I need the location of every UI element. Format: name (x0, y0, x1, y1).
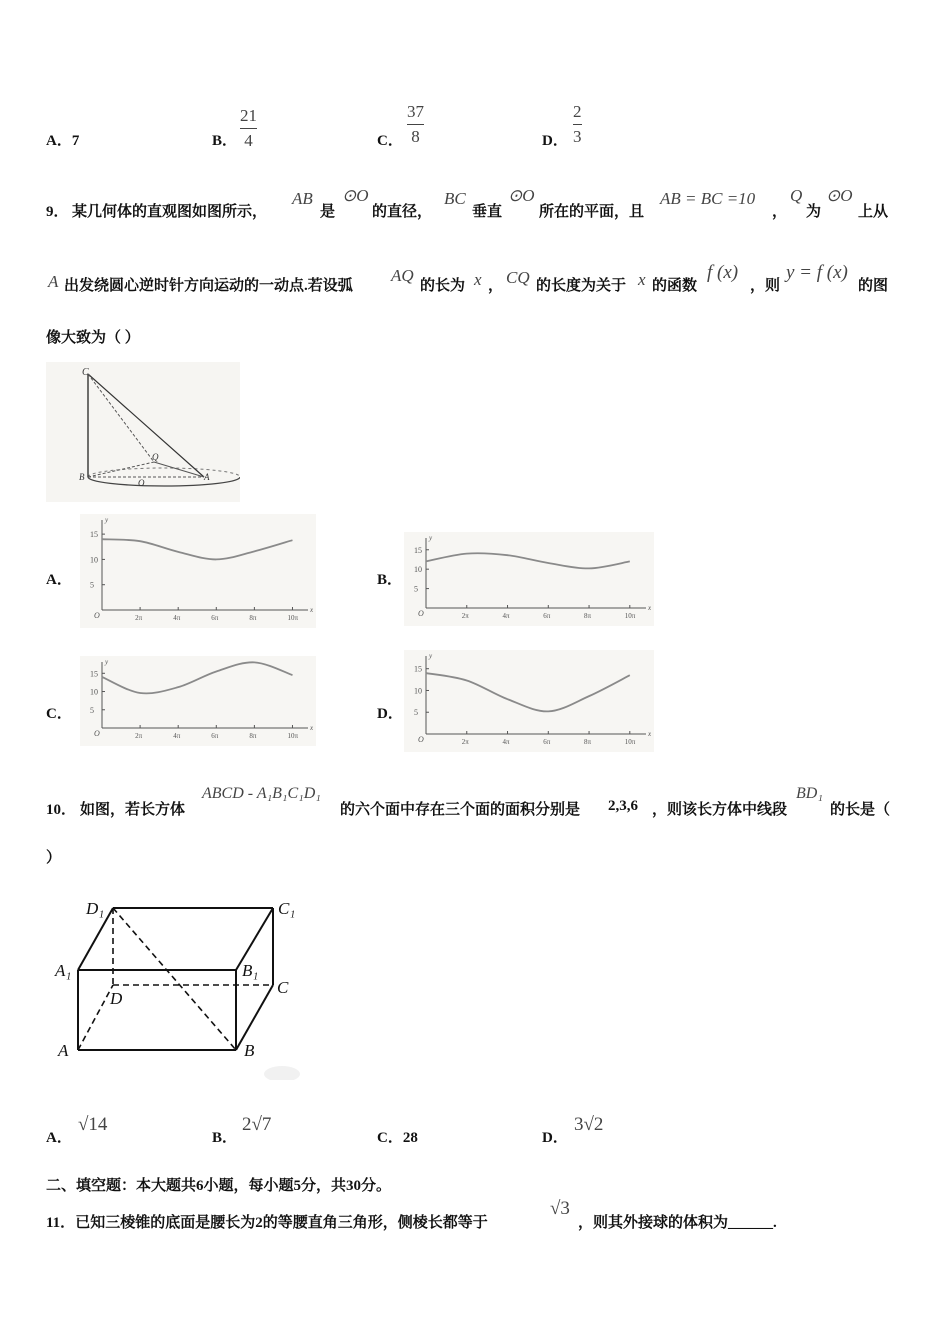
graph-a-x-tick-5: 10π (287, 614, 299, 622)
q10-option-c-label: C． (377, 1130, 403, 1146)
graph-d-y-tick-15: 15 (414, 664, 422, 674)
q9-text-11: ， (488, 278, 504, 294)
fig10-label-d: D (110, 989, 123, 1008)
graph-d-x-tick-3: 6π (543, 738, 551, 746)
q10-option-a-value: √14 (78, 1114, 108, 1135)
section2-text-1: 二、填空题：本大题共 (46, 1178, 197, 1194)
q9-graph-c (80, 656, 316, 746)
q9-solid-figure (46, 362, 240, 502)
q8-option-a-value: 7 (71, 133, 80, 149)
q9-graph-option-b-label: B． (377, 572, 403, 588)
q9-graph-option-a-label: A． (46, 572, 72, 588)
q9-text-12: 的长度为关于 (536, 278, 627, 294)
graph-a-x-label: x (310, 606, 314, 614)
q8-option-c-fraction (407, 102, 424, 147)
graph-b-x-tick-4: 8π (584, 612, 592, 620)
q9-math-circle-o-2: ⊙O (508, 186, 535, 205)
q9-text-14: ，则 (750, 278, 781, 294)
graph-d-x-tick-1: 2π (461, 738, 469, 746)
q10-option-b-value: 2√7 (242, 1114, 272, 1135)
q9-math-fx: f (x) (707, 262, 739, 283)
graph-d-x-tick-4: 8π (584, 738, 592, 746)
graph-b-y-label: y (429, 534, 433, 542)
graph-a-y-tick-15: 15 (90, 530, 98, 540)
section2-text-2: 小题，每小题 (203, 1178, 294, 1194)
section2-heading (46, 1174, 391, 1195)
q9-text-2: 是 (320, 204, 336, 220)
q10-option-d-label: D． (542, 1130, 568, 1146)
q10-text-4: 的长是（ (830, 802, 891, 818)
q9-math-cq: CQ (506, 268, 530, 287)
q9-math-circle-o-3: ⊙O (826, 186, 853, 205)
q8-option-d-fraction (573, 102, 582, 147)
q10-option-c-value: 28 (402, 1130, 418, 1146)
fig9-label-c: C (82, 367, 89, 378)
graph-b-y-tick-5: 5 (414, 584, 418, 594)
fig9-label-a: A (204, 472, 210, 482)
q10-option-c (377, 1126, 418, 1147)
q9-math-x: x (474, 270, 482, 289)
q10-areas: 2,3,6 (608, 798, 638, 814)
q10-number: 10． (46, 802, 77, 818)
q9-text-15: 的图 (858, 278, 889, 294)
graph-a-origin: O (94, 611, 100, 620)
q9-text-5: 所在的平面，且 (539, 204, 645, 220)
q11-text-1: 已知三棱锥的底面是腰长为 (75, 1215, 256, 1231)
graph-c-y-tick-5: 5 (90, 705, 94, 715)
graph-c-x-tick-5: 10π (287, 732, 299, 740)
q8-option-c-label: C． (377, 133, 403, 149)
q11-text-4: . (773, 1215, 777, 1231)
graph-d-x-tick-2: 4π (502, 738, 510, 746)
q8-c-numerator: 37 (407, 102, 424, 121)
q9-math-equation: AB = BC =10 (660, 189, 756, 208)
q10-text-1: 如图，若长方体 (80, 802, 186, 818)
graph-a-x-tick-1: 2π (135, 614, 143, 622)
q11-math-root3: √3 (550, 1198, 570, 1219)
graph-c-y-tick-10: 10 (90, 687, 98, 697)
graph-d-y-tick-10: 10 (414, 686, 422, 696)
q8-b-denominator: 4 (244, 131, 253, 150)
graph-a-y-tick-5: 5 (90, 580, 94, 590)
q8-b-numerator: 21 (240, 106, 257, 125)
q9-number: 9． (46, 204, 69, 220)
q8-option-a-label: A． (46, 133, 72, 149)
fig9-label-b: B (79, 472, 85, 482)
graph-d-background (404, 650, 654, 752)
graph-b-x-tick-2: 4π (502, 612, 510, 620)
graph-b-y-tick-15: 15 (414, 545, 422, 555)
q9-text-8: 上从 (858, 204, 889, 220)
graph-a-x-tick-4: 8π (249, 614, 257, 622)
fig10-label-a: A (58, 1041, 69, 1060)
section2-total: 30 (346, 1178, 362, 1194)
graph-c-origin: O (94, 729, 100, 738)
q11-blank: ______ (728, 1215, 774, 1231)
section2-text-4: 分。 (361, 1178, 392, 1194)
q9-text-10: 的长为 (420, 278, 466, 294)
q9-math-q: Q (790, 186, 803, 205)
q8-option-b-fraction (240, 106, 257, 151)
graph-c-x-tick-4: 8π (249, 732, 257, 740)
q10-option-b-label: B． (212, 1130, 238, 1146)
q9-graph-b (404, 532, 654, 626)
graph-a-y-label: y (105, 516, 109, 524)
q10-text-3: ，则该长方体中线段 (652, 802, 788, 818)
q9-text-4: 垂直 (472, 204, 503, 220)
graph-b-x-tick-1: 2π (461, 612, 469, 620)
fig10-label-c: C (277, 978, 289, 997)
graph-d-x-label: x (648, 730, 652, 738)
q8-d-denominator: 3 (573, 127, 582, 146)
q9-math-arc-aq: AQ (391, 266, 414, 285)
graph-b-origin: O (418, 609, 424, 618)
q10-text-2: 的六个面中存在三个面的面积分别是 (340, 802, 581, 818)
q9-text-3: 的直径， (372, 204, 433, 220)
q9-text-1: 某几何体的直观图如图所示， (72, 204, 268, 220)
fig10-label-c1: C₁ (278, 899, 296, 918)
q10-text-5: ） (46, 850, 62, 866)
graph-b-background (404, 532, 654, 626)
graph-c-y-label: y (105, 658, 109, 666)
q10-option-a-label: A． (46, 1130, 72, 1146)
graph-c-x-tick-1: 2π (135, 732, 143, 740)
q9-math-ab: AB (292, 189, 313, 208)
section2-text-3: 分，共 (301, 1178, 347, 1194)
graph-a-y-tick-10: 10 (90, 555, 98, 565)
q10-math-box: ABCD - A₁B₁C₁D₁ (202, 785, 321, 802)
graph-d-origin: O (418, 735, 424, 744)
graph-c-x-tick-2: 4π (173, 732, 181, 740)
graph-b-x-tick-3: 6π (543, 612, 551, 620)
q9-text-7: 为 (806, 204, 822, 220)
section2-score: 5 (293, 1178, 302, 1194)
q10-cuboid-figure (50, 890, 300, 1080)
graph-c-x-tick-3: 6π (211, 732, 219, 740)
graph-b-x-label: x (648, 604, 652, 612)
q8-option-b-label: B． (212, 133, 238, 149)
graph-a-background (80, 514, 316, 628)
graph-c-y-tick-15: 15 (90, 669, 98, 679)
graph-a-x-tick-3: 6π (211, 614, 219, 622)
q11-text-b (578, 1211, 777, 1232)
q9-graph-a (80, 514, 316, 628)
fig9-label-o: O (138, 478, 145, 488)
q11-text-3: ，则其外接球的体积为 (578, 1215, 729, 1231)
graph-a-x-tick-2: 4π (173, 614, 181, 622)
q9-text-9: 出发绕圆心逆时针方向运动的一动点.若设弧 (64, 278, 353, 294)
q9-graph-d (404, 650, 654, 752)
q9-text-6: ， (772, 204, 788, 220)
q9-math-bc: BC (444, 189, 466, 208)
q9-text-16: 像大致为（ ） (46, 330, 140, 346)
q10-option-d-value: 3√2 (574, 1114, 604, 1135)
graph-b-y-tick-10: 10 (414, 565, 422, 575)
fig10-label-b1: B₁ (242, 961, 259, 980)
q9-graph-option-d-label: D． (377, 706, 403, 722)
q8-option-d-label: D． (542, 133, 568, 149)
q8-d-numerator: 2 (573, 102, 582, 121)
q11-number: 11． (46, 1215, 76, 1231)
q8-option-a (46, 129, 79, 150)
section2-count: 6 (196, 1178, 204, 1194)
q11-text-2: 的等腰直角三角形，侧棱长都等于 (262, 1215, 488, 1231)
q9-text-13: 的函数 (652, 278, 698, 294)
graph-d-y-tick-5: 5 (414, 708, 418, 718)
fig9-label-q: Q (152, 452, 159, 462)
q8-c-denominator: 8 (411, 127, 420, 146)
q11-text-a (46, 1211, 488, 1232)
q9-graph-option-c-label: C． (46, 706, 72, 722)
q9-math-circle-o-1: ⊙O (342, 186, 369, 205)
fig10-label-b: B (244, 1041, 255, 1060)
fig10-label-d1: D₁ (86, 899, 105, 918)
q9-math-x-2: x (638, 270, 646, 289)
graph-b-x-tick-5: 10π (624, 612, 636, 620)
graph-d-x-tick-5: 10π (624, 738, 636, 746)
q10-math-bd1: BD₁ (796, 785, 823, 802)
q9-math-a: A (48, 272, 59, 291)
graph-d-y-label: y (429, 652, 433, 660)
graph-c-x-label: x (310, 724, 314, 732)
fig10-label-a1: A₁ (55, 961, 72, 980)
q11-leg-length: 2 (255, 1215, 263, 1231)
q9-math-y-fx: y = f (x) (786, 262, 848, 283)
